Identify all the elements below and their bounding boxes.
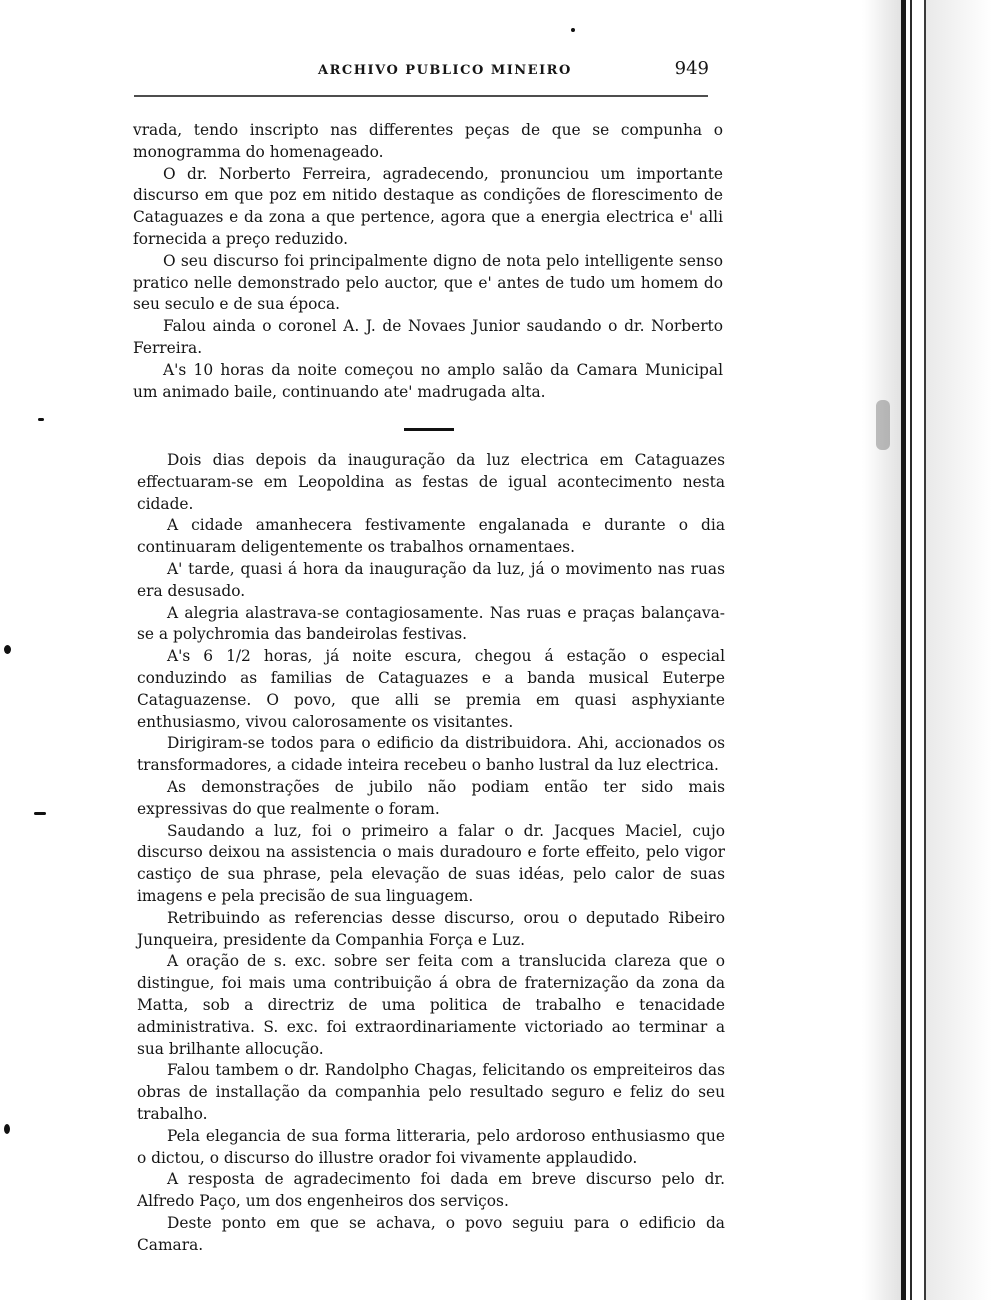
section-divider	[404, 428, 454, 431]
paragraph: Dois dias depois da inauguração da luz electrica em Cataguazes effectuaram-se em Leopoldina as festas de igual acontecimento nesta cidade.	[137, 451, 725, 513]
paragraph: Falou tambem o dr. Randolpho Chagas, felicitando os empreiteiros das obras de installação da companhia pelo resultado seguro e feliz do seu trabalho.	[137, 1061, 725, 1123]
running-title: ARCHIVO PUBLICO MINEIRO	[318, 63, 572, 78]
scan-edge-shadow	[862, 0, 902, 1300]
paragraph: A alegria alastrava-se contagiosamente. Nas ruas e praças balançava-se a polychromia das bandeirolas festivas.	[137, 603, 725, 644]
scan-edge-line	[901, 0, 906, 1300]
paragraph: A' tarde, quasi á hora da inauguração da luz, já o movimento nas ruas era desusado.	[137, 559, 725, 600]
paragraph: vrada, tendo inscripto nas differentes peças de que se compunha o monogramma do homenageado.	[133, 121, 723, 161]
paragraph: O dr. Norberto Ferreira, agradecendo, pronunciou um importante discurso em que poz em nitido destaque as condições de florescimento de Cataguazes e da zona a que pertence, agora que a energia electrica e' alli fornecida a preço reduzido.	[133, 164, 723, 248]
page-number: 949	[674, 58, 709, 79]
paragraph: A cidade amanhecera festivamente engalanada e durante o dia continuaram deligentemente os trabalhos ornamentaes.	[137, 516, 725, 557]
paragraph: A's 6 1/2 horas, já noite escura, chegou á estação o especial conduzindo as familias de Cataguazes e a banda musical Euterpe Cataguazense. O povo, que alli se premia em quasi asphyxiante enthusiasmo, vivou calorosamente os visitantes.	[137, 647, 725, 731]
scan-speck	[38, 418, 44, 421]
scan-edge-line	[910, 0, 912, 1300]
paragraph: As demonstrações de jubilo não podiam então ter sido mais expressivas do que realmente o foram.	[137, 777, 725, 818]
paragraph: Deste ponto em que se achava, o povo seguiu para o edificio da Camara.	[137, 1213, 725, 1254]
page-header	[130, 52, 715, 92]
paragraph: Pela elegancia de sua forma litteraria, pelo ardoroso enthusiasmo que o dictou, o discurso do illustre orador foi vivamente applaudido.	[137, 1126, 725, 1167]
paragraph: Saudando a luz, foi o primeiro a falar o dr. Jacques Maciel, cujo discurso deixou na assistencia o mais duradouro e forte effeito, pelo vigor castiço de sua phrase, pela elevação de suas idéas, pelo calor de suas imagens e pela precisão de sua linguagem.	[137, 821, 725, 905]
section-1-text	[133, 120, 723, 403]
section-2-text	[137, 450, 725, 1256]
paragraph: Retribuindo as referencias desse discurso, orou o deputado Ribeiro Junqueira, presidente da Companhia Força e Luz.	[137, 908, 725, 949]
paragraph: A oração de s. exc. sobre ser feita com a translucida clareza que o distingue, foi mais uma contribuição á obra de fraternização da zona da Matta, sob a directriz de uma politica de trabalho e tenacidade administrativa. S. exc. foi extraordinariamente victoriado ao terminar a sua brilhante allocução.	[137, 952, 725, 1058]
paragraph: A's 10 horas da noite começou no amplo salão da Camara Municipal um animado baile, continuando ate' madrugada alta.	[133, 360, 723, 401]
paragraph: A resposta de agradecimento foi dada em breve discurso pelo dr. Alfredo Paço, um dos engenheiros dos serviços.	[137, 1170, 725, 1211]
paragraph: Dirigiram-se todos para o edificio da distribuidora. Ahi, accionados os transformadores, a cidade inteira recebeu o banho lustral da luz electrica.	[137, 734, 725, 775]
paragraph: O seu discurso foi principalmente digno de nota pelo intelligente senso pratico nelle demonstrado pelo auctor, que e' antes de tudo um homem do seu seculo e de sua época.	[133, 251, 723, 314]
header-rule	[134, 95, 708, 97]
paragraph: Falou ainda o coronel A. J. de Novaes Junior saudando o dr. Norberto Ferreira.	[133, 317, 723, 357]
scan-speck	[571, 28, 575, 32]
scan-speck	[4, 645, 11, 654]
scan-speck	[4, 1124, 10, 1134]
scan-speck	[876, 400, 890, 450]
scan-speck	[34, 812, 46, 815]
scan-margin	[926, 0, 992, 1300]
